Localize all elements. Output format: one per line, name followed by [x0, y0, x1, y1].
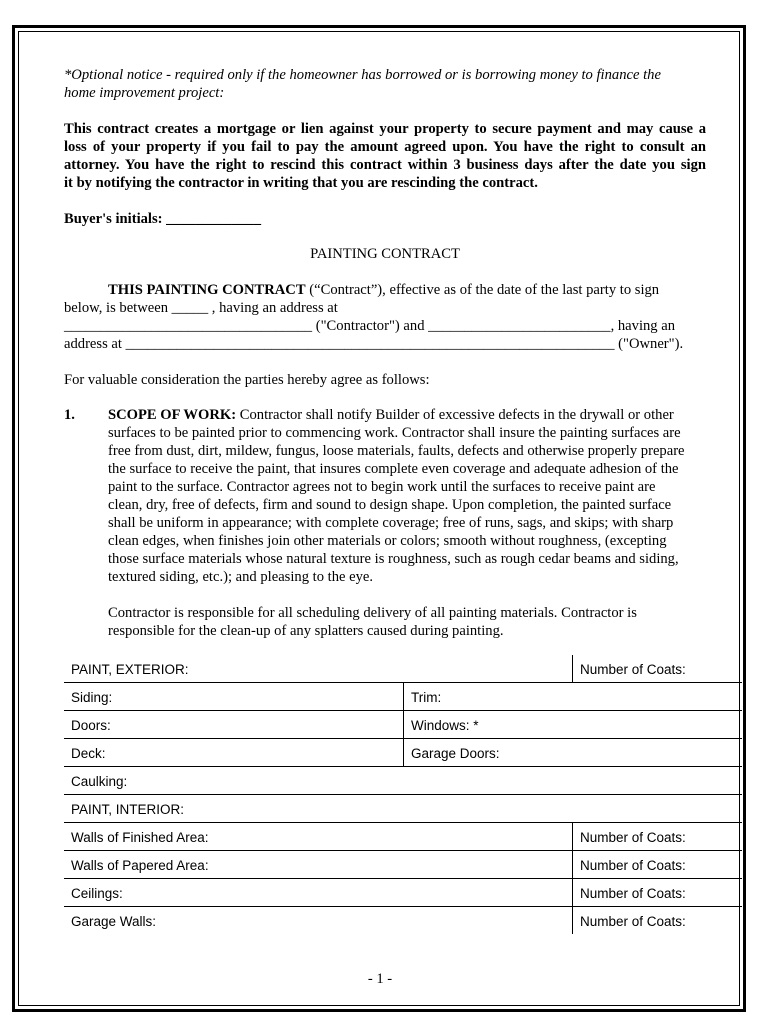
- intro-line1-rest: (“Contract”), effective as of the date of the last party to sign: [305, 282, 660, 298]
- garage-doors-label: Garage Doors:: [411, 746, 500, 761]
- intro-line1: [108, 281, 659, 299]
- warning-line: attorney. You have the right to rescind this contract within 3 business days after the date you sign: [64, 157, 706, 173]
- table-divider: [572, 655, 573, 683]
- siding-label: Siding:: [71, 690, 113, 705]
- table-rule: [64, 794, 742, 795]
- table-rule: [64, 822, 742, 823]
- coats-label: Number of Coats:: [580, 662, 686, 677]
- paint-exterior-header: PAINT, EXTERIOR:: [71, 662, 189, 677]
- section1-line: shall be uniform in appearance; with complete coverage; free of runs, sags, and skips; with sharp: [108, 515, 674, 531]
- optional-notice-line1: *Optional notice - required only if the homeowner has borrowed or is borrowing money to finance the: [64, 67, 661, 83]
- optional-notice-line2: home improvement project:: [64, 85, 225, 101]
- section1-line: paint to the surface. Contractor agrees not to begin work until the surfaces to receive paint are: [108, 479, 656, 495]
- intro-line4: address at ___________________________________________________________________ ("Owner").: [64, 336, 684, 352]
- warning-line: it by notifying the contractor in writing that you are rescinding the contract.: [64, 175, 538, 191]
- coats-label: Number of Coats:: [580, 830, 686, 845]
- doors-label: Doors:: [71, 718, 111, 733]
- section1-line: free from dust, dirt, mildew, fungus, loose materials, faults, defects and otherwise properly prepare: [108, 443, 685, 459]
- paint-interior-header: PAINT, INTERIOR:: [71, 802, 185, 817]
- intro-line2: below, is between _____ , having an address at: [64, 300, 338, 316]
- buyer-initials: Buyer's initials: _____________: [64, 211, 262, 227]
- section1-para2-line: Contractor is responsible for all scheduling delivery of all painting materials. Contractor is: [108, 605, 637, 621]
- section-number: 1.: [64, 407, 75, 423]
- deck-label: Deck:: [71, 746, 106, 761]
- walls-papered-label: Walls of Papered Area:: [71, 858, 209, 873]
- coats-label: Number of Coats:: [580, 914, 686, 929]
- garage-walls-label: Garage Walls:: [71, 914, 157, 929]
- section1-line1-rest: Contractor shall notify Builder of excessive defects in the drywall or other: [236, 407, 674, 423]
- walls-finished-label: Walls of Finished Area:: [71, 830, 209, 845]
- table-rule: [64, 906, 742, 907]
- section1-line1: [108, 406, 674, 424]
- table-divider: [572, 822, 573, 934]
- section1-line: the surface to receive the paint, that insures complete even coverage and adequate adhesion of the: [108, 461, 679, 477]
- ceilings-label: Ceilings:: [71, 886, 123, 901]
- warning-line: loss of your property if you fail to pay the amount agreed upon. You have the right to consult an: [64, 139, 706, 155]
- coats-label: Number of Coats:: [580, 858, 686, 873]
- section1-line: clean edges, when finishes join other materials or colors; smooth without roughness, (excepting: [108, 533, 667, 549]
- section1-line: surfaces to be painted prior to commencing work. Contractor shall insure the painting surfaces are: [108, 425, 681, 441]
- section1-line: textured siding, etc.); and pleasing to the eye.: [108, 569, 374, 585]
- intro-line3: __________________________________ ("Contractor") and _________________________, having an: [64, 318, 676, 334]
- coats-label: Number of Coats:: [580, 886, 686, 901]
- warning-line: This contract creates a mortgage or lien against your property to secure payment and may cause a: [64, 121, 706, 137]
- table-rule: [64, 878, 742, 879]
- trim-label: Trim:: [411, 690, 442, 705]
- table-rule: [64, 850, 742, 851]
- windows-label: Windows: *: [411, 718, 479, 733]
- section1-line: those surface materials whose natural texture is roughness, such as rough cedar beams and siding,: [108, 551, 679, 567]
- page-number: - 1 -: [367, 971, 393, 987]
- section1-line: clean, dry, free of defects, firm and sound to design shape. Upon completion, the painted surface: [108, 497, 672, 513]
- consideration-text: For valuable consideration the parties hereby agree as follows:: [64, 372, 430, 388]
- intro-bold-lead: THIS PAINTING CONTRACT: [108, 282, 306, 298]
- table-divider: [403, 682, 404, 767]
- section1-para2-line: responsible for the clean-up of any splatters caused during painting.: [108, 623, 504, 639]
- caulking-label: Caulking:: [71, 774, 128, 789]
- section-heading: SCOPE OF WORK:: [108, 407, 237, 423]
- document-title: PAINTING CONTRACT: [310, 246, 460, 262]
